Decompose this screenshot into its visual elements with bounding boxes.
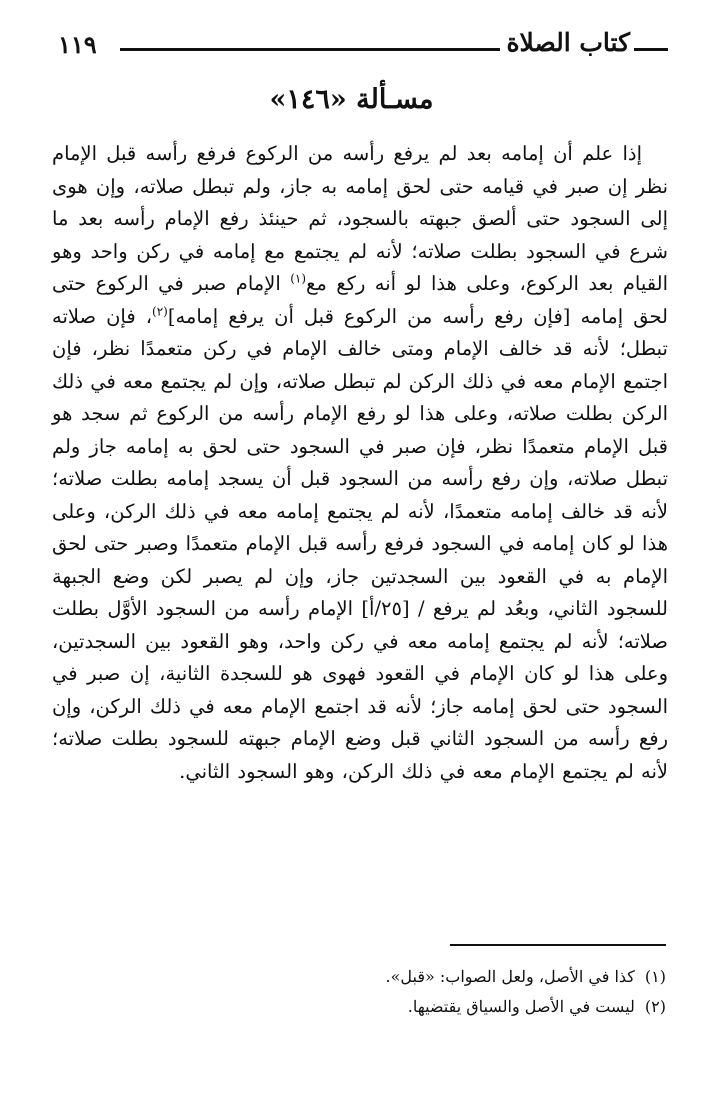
header-rule-tail	[634, 48, 668, 51]
footnote-1	[52, 962, 666, 992]
footnote-text: ليست في الأصل والسياق يقتضيها.	[407, 997, 635, 1016]
book-title: كتاب الصلاة	[506, 28, 630, 57]
header-rule	[120, 48, 500, 51]
page-number: ١١٩	[58, 30, 97, 59]
footnote-separator	[450, 944, 666, 946]
body-text-part-1: إذا علم أن إمامه بعد لم يرفع رأسه من الركوع فرفع رأسه قبل الإمام نظر إن صبر في قيامه حتى لحق إمامه به جاز، ولم تبطل صلاته، وإن هوى إلى السجود حتى ألصق جبهته بالسجود، ثم حينئذ رفع الإمام رأسه بعد ما شرع في السجود بطلت صلاته؛ لأنه لم يجتمع مع إمامه في ركن واحد وهو القيام بعد الركوع، وعلى هذا لو أنه ركع مع	[52, 142, 668, 295]
body-paragraph	[52, 138, 668, 788]
footnote-number: (٢)	[644, 997, 666, 1016]
body-text-part-3: ، فإن صلاته تبطل؛ لأنه قد خالف الإمام ومتى خالف الإمام في ركن متعمدًا نظر، فإن اجتمع الإمام معه في ذلك الركن لم تبطل صلاته، وإن لم يجتمع معه في ذلك الركن بطلت صلاته، وعلى هذا لو رفع الإمام رأسه من الركوع ثم سجد هو قبل الإمام متعمدًا نظر، فإن صبر في السجود حتى لحق به إمامه جاز ولم تبطل صلاته، وإن رفع رأسه من السجود قبل أن يسجد إمامه بطلت صلاته؛ لأنه قد خالف إمامه متعمدًا، لأنه لم يجتمع إمامه معه في ذلك الركن، وعلى هذا لو كان إمامه في السجود فرفع رأسه قبل الإمام متعمدًا وصبر حتى لحق الإمام به في القعود بين السجدتين جاز، وإن لم يصبر لكن وضع الجبهة للسجود الثاني، وبعُد لم يرفع / [٢٥/أ] الإمام رأسه من السجود الأوَّل بطلت صلاته؛ لأنه لم يجتمع إمامه معه في ركن واحد، وهو القعود بين السجدتين، وعلى هذا لو كان الإمام في القعود فهوى هو للسجدة الثانية، إن صبر في السجود حتى لحق إمامه جاز؛ لأنه قد اجتمع الإمام معه في ذلك الركن، وإن رفع رأسه من السجود الثاني قبل وضع الإمام جبهته للسجود بطلت صلاته؛ لأنه لم يجتمع الإمام معه في ذلك الركن، وهو السجود الثاني.	[52, 304, 668, 783]
body-text-part-2: الإمام صبر في الركوع حتى لحق إمامه [فإن رفع رأسه من الركوع قبل أن يرفع إمامه]	[52, 272, 668, 328]
footnote-2	[52, 992, 666, 1022]
footnote-marker-2: (٢)	[152, 304, 168, 318]
running-header	[58, 28, 668, 64]
footnotes	[52, 962, 666, 1022]
section-heading: مسـألة «١٤٦»	[269, 84, 434, 115]
footnote-text: كذا في الأصل، ولعل الصواب: «قبل».	[385, 967, 635, 986]
footnote-number: (١)	[644, 967, 666, 986]
footnote-marker-1: (١)	[290, 271, 307, 286]
